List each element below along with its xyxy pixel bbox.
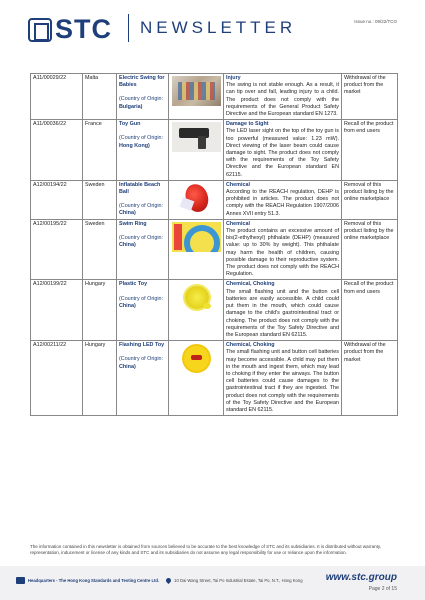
- risk-description: The LED laser sight on the top of the toy gun is too powerful (measured value: 1.23 mW). Direct viewing of the laser beam could cause damage to sight. The product does not comply with the requirements of the Toy Safety Directive and the European standard EN 62115.: [226, 128, 339, 178]
- product-cell: [117, 219, 169, 280]
- risk-type: Chemical, Choking: [226, 281, 275, 288]
- reference-number: A12/00194/22: [31, 180, 83, 219]
- issue-number: Issue no.: 09/22/TCO: [354, 19, 397, 24]
- risk-type: Damage to Sight: [226, 121, 269, 128]
- page-header: [0, 0, 425, 62]
- table-row: [31, 280, 398, 341]
- product-image-cell: [169, 120, 224, 181]
- product-name: Swim Ring: [119, 220, 147, 227]
- risk-description: The swing is not stable enough. As a result, it can tip over and fall, leading injury to a child. The product does not comply with the requirements of the General Product Safety Directive and the European standard EN 1273.: [226, 82, 339, 118]
- product-cell: [117, 341, 169, 416]
- table-row: [31, 341, 398, 416]
- reference-number: A12/00195/22: [31, 219, 83, 280]
- origin-country: Hong Kong): [119, 142, 150, 149]
- risk-cell: [224, 120, 342, 181]
- beach-ball-photo: [172, 183, 221, 213]
- disclaimer: The information contained in this newsletter is obtained from sources believed to be accurate to the best knowledge of STC and its subsidiaries. It is distributed without warranty, representation, inducement or license of any kinds and STC and its subsidiaries do not assume any legal responsibility for use or reliance upon the information.: [30, 544, 382, 555]
- risk-cell: [224, 219, 342, 280]
- location-pin-icon: [165, 577, 172, 584]
- risk-cell: [224, 74, 342, 120]
- hq-label: Headquarters - The Hong Kong Standards and Testing Centre Ltd.: [28, 578, 160, 583]
- recall-table: [30, 73, 398, 416]
- risk-description: The small flashing unit and button cell batteries may become accessible. A child may put them in the mouth and ingest them, which may lead to choking if they enter the airways. The button cell batteries could cause damages to the gastrointestinal tract if they are ingested. The product does not comply with the requirements of the Toy Safety Directive and the European standard EN 62115.: [226, 349, 339, 413]
- origin-label: (Country of Origin:: [119, 96, 164, 103]
- risk-description: The small flashing unit and the button cell batteries are easily accessible. A child could put them in the mouth, which could cause damage to the child's gastrointestinal tract or choking. The product does not comply with the requirements of the Toy Safety Directive and the European standard EN 62115.: [226, 288, 339, 338]
- product-name: Plastic Toy: [119, 281, 148, 288]
- product-image-cell: [169, 341, 224, 416]
- origin-country: China): [119, 210, 136, 217]
- measures-taken: Removal of this product listing by the online marketplace: [342, 180, 398, 219]
- notifying-country: Sweden: [83, 180, 117, 219]
- notifying-country: Hungary: [83, 341, 117, 416]
- product-name: Electric Swing for Babies: [119, 75, 165, 89]
- page-number: Page 2 of 15: [368, 586, 397, 592]
- reference-number: A12/00199/22: [31, 280, 83, 341]
- origin-country: China): [119, 242, 136, 249]
- measures-taken: Withdrawal of the product from the market: [342, 74, 398, 120]
- origin-label: (Country of Origin:: [119, 135, 164, 142]
- product-name: Inflatable Beach Ball: [119, 181, 161, 196]
- header-divider: [128, 14, 129, 42]
- baby-swing-photo: [172, 76, 221, 106]
- reference-number: A11/00029/22: [31, 74, 83, 120]
- risk-cell: [224, 341, 342, 416]
- risk-cell: [224, 180, 342, 219]
- stc-logo: [28, 14, 112, 45]
- origin-country: China): [119, 363, 136, 370]
- measures-taken: Recall of the product from end users: [342, 280, 398, 341]
- logo-text: STC: [55, 14, 112, 44]
- risk-type: Injury: [226, 75, 241, 81]
- product-cell: [117, 120, 169, 181]
- notifying-country: Sweden: [83, 219, 117, 280]
- website-link[interactable]: www.stc.group: [325, 572, 397, 583]
- product-image-cell: [169, 219, 224, 280]
- measures-taken: Recall of the product from end users: [342, 120, 398, 181]
- stc-logo-icon: [28, 18, 52, 42]
- origin-label: (Country of Origin:: [119, 235, 164, 242]
- notifying-country: France: [83, 120, 117, 181]
- product-cell: [117, 180, 169, 219]
- product-cell: [117, 74, 169, 120]
- risk-type: Chemical: [226, 220, 250, 227]
- swim-ring-photo: [172, 222, 221, 252]
- reference-number: A12/00211/22: [31, 341, 83, 416]
- notifying-country: Hungary: [83, 280, 117, 341]
- risk-type: Chemical: [226, 181, 250, 188]
- origin-label: (Country of Origin:: [119, 295, 164, 302]
- product-cell: [117, 280, 169, 341]
- product-image-cell: [169, 74, 224, 120]
- measures-taken: Withdrawal of the product from the market: [342, 341, 398, 416]
- newsletter-title: NEWSLETTER: [140, 18, 297, 37]
- origin-label: (Country of Origin:: [119, 356, 164, 363]
- building-icon: [16, 577, 25, 584]
- table-row: [31, 180, 398, 219]
- flashing-led-toy-photo: [172, 343, 221, 373]
- risk-cell: [224, 280, 342, 341]
- toy-gun-photo: [172, 122, 221, 152]
- footer-headquarters: [16, 577, 303, 584]
- origin-country: Bulgaria): [119, 103, 143, 110]
- measures-taken: Removal of this product listing by the online marketplace: [342, 219, 398, 280]
- table-row: [31, 219, 398, 280]
- risk-type: Chemical, Choking: [226, 342, 275, 349]
- hq-address: 10 Dai Wang Street, Tai Po Industrial Estate, Tai Po, N.T., Hong Kong: [174, 578, 303, 583]
- notifying-country: Malta: [83, 74, 117, 120]
- table-row: [31, 74, 398, 120]
- product-image-cell: [169, 280, 224, 341]
- risk-description: The product contains an excessive amount of bis(2-ethylhexyl) phthalate (DEHP) (measured value: up to 30% by weight). This phthalate may harm the health of children, causing possible damage to their reproductive system. The product does not comply with the REACH Regulation.: [226, 228, 339, 278]
- product-image-cell: [169, 180, 224, 219]
- reference-number: A11/00036/22: [31, 120, 83, 181]
- product-name: Toy Gun: [119, 121, 141, 128]
- origin-label: (Country of Origin:: [119, 203, 164, 210]
- risk-description: According to the REACH regulation, DEHP is prohibited in articles. The product does not comply with the REACH Regulation 1907/2006 Annex XVII entry 51.3.: [226, 189, 339, 217]
- plastic-toy-photo: [172, 282, 221, 312]
- product-name: Flashing LED Toy: [119, 342, 165, 349]
- origin-country: China): [119, 302, 136, 309]
- table-row: [31, 120, 398, 181]
